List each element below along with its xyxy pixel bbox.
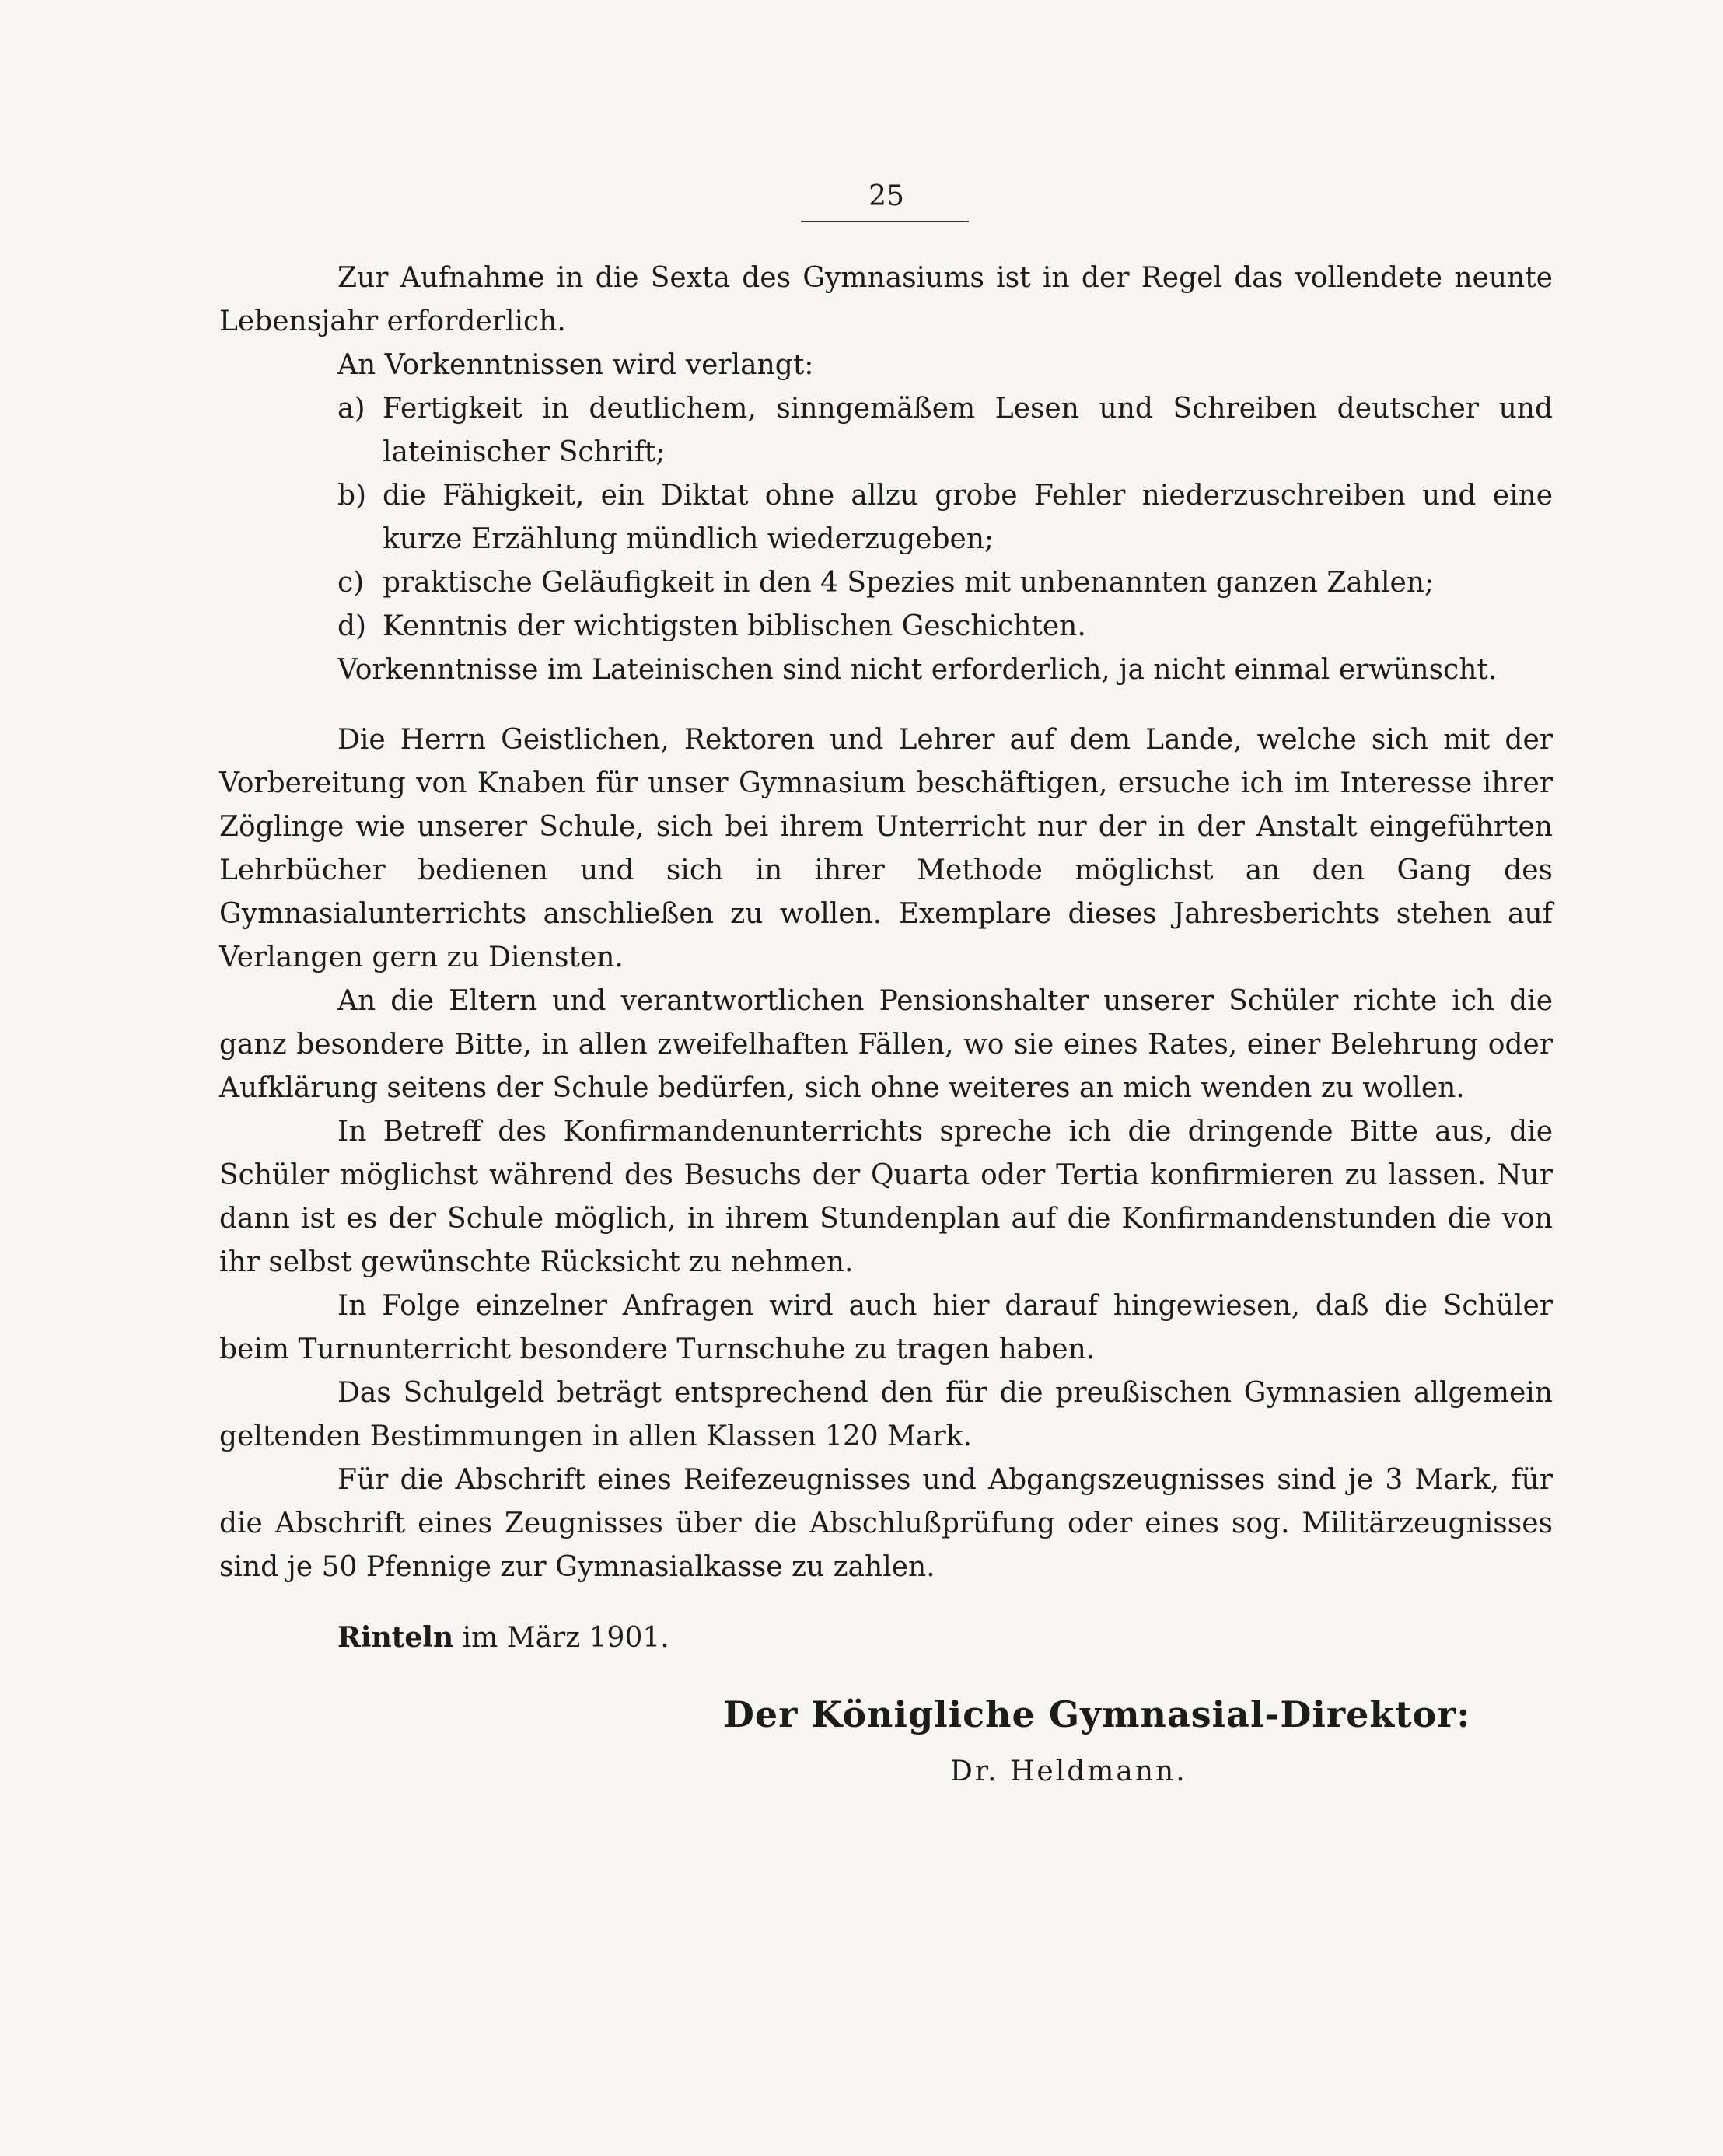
document-body [219, 257, 1553, 1660]
list-item [337, 605, 1553, 648]
list-marker: a) [337, 393, 365, 425]
list-item [337, 561, 1553, 605]
place: Rinteln [337, 1621, 454, 1654]
notice-parents: An die Eltern und verantwortlichen Pensionshalter unserer Schüler richte ich die ganz besondere Bitte, in allen zweifelhaften Fällen, wo sie eines Rates, einer Belehrung oder Aufklärung seitens der Schule bedürfen, sich ohne weiteres an mich wenden zu wollen. [219, 985, 1553, 1104]
admission-paragraph: Zur Aufnahme in die Sexta des Gymnasiums ist in der Regel das vollendete neunte Lebensjahr erforderlich. [219, 262, 1553, 337]
latin-note: Vorkenntnisse im Lateinischen sind nicht erforderlich, ja nicht einmal erwünscht. [337, 654, 1498, 686]
notice-teachers: Die Herrn Geistlichen, Rektoren und Lehrer auf dem Lande, welche sich mit der Vorbereitung von Knaben für unser Gymnasium beschäftigen, ersuche ich im Interesse ihrer Zöglinge wie unserer Schule, sich bei ihrem Unterricht nur der in der Anstalt eingeführten Lehrbücher bedienen und sich in ihrer Methode möglichst an den Gang des Gymnasialunterrichts anschließen zu wollen. Exemplare dieses Jahresberichts stehen auf Verlangen gern zu Diensten. [219, 724, 1553, 973]
requirements-list [219, 387, 1553, 648]
page-number: 25 [868, 180, 904, 212]
list-text: praktische Geläufigkeit in den 4 Spezies mit unbenannten ganzen Zahlen; [383, 567, 1435, 599]
list-text: Kenntnis der wichtigsten biblischen Geschichten. [383, 610, 1086, 642]
list-item [337, 474, 1553, 561]
notice-gym-shoes: In Folge einzelner Anfragen wird auch hier darauf hingewiesen, daß die Schüler beim Turnunterricht besondere Turnschuhe zu tragen haben. [219, 1290, 1553, 1365]
page-number-rule [801, 221, 969, 222]
list-marker: d) [337, 610, 367, 642]
list-marker: c) [337, 567, 365, 599]
notice-confirmation: In Betreff des Konfirmandenunterrichts spreche ich die dringende Bitte aus, die Schüler möglichst während des Besuchs der Quarta oder Tertia konfirmieren zu lassen. Nur dann ist es der Schule möglich, in ihrem Stundenplan auf die Konfirmandenstunden die von ihr selbst gewünschte Rücksicht zu nehmen. [219, 1116, 1553, 1278]
signer-name: Dr. Heldmann. [950, 1756, 1187, 1787]
place-date [219, 1616, 1553, 1660]
notice-tuition: Das Schulgeld beträgt entsprechend den für die preußischen Gymnasien allgemein geltenden Bestimmungen in allen Klassen 120 Mark. [219, 1377, 1553, 1452]
date: im März 1901. [462, 1622, 669, 1654]
requirements-intro: An Vorkenntnissen wird verlangt: [337, 349, 814, 381]
list-text: Fertigkeit in deutlichem, sinngemäßem Lesen und Schreiben deutscher und lateinischer Schrift; [383, 393, 1553, 468]
list-marker: b) [337, 480, 367, 512]
signature-title: Der Königliche Gymnasial-Direktor: [723, 1693, 1471, 1735]
list-text: die Fähigkeit, ein Diktat ohne allzu grobe Fehler niederzuschreiben und eine kurze Erzählung mündlich wiederzugeben; [383, 480, 1553, 555]
notice-certificates: Für die Abschrift eines Reifezeugnisses und Abgangszeugnisses sind je 3 Mark, für die Abschrift eines Zeugnisses über die Abschlußprüfung oder eines sog. Militärzeugnisses sind je 50 Pfennige zur Gymnasialkasse zu zahlen. [219, 1464, 1553, 1583]
list-item [337, 387, 1553, 474]
